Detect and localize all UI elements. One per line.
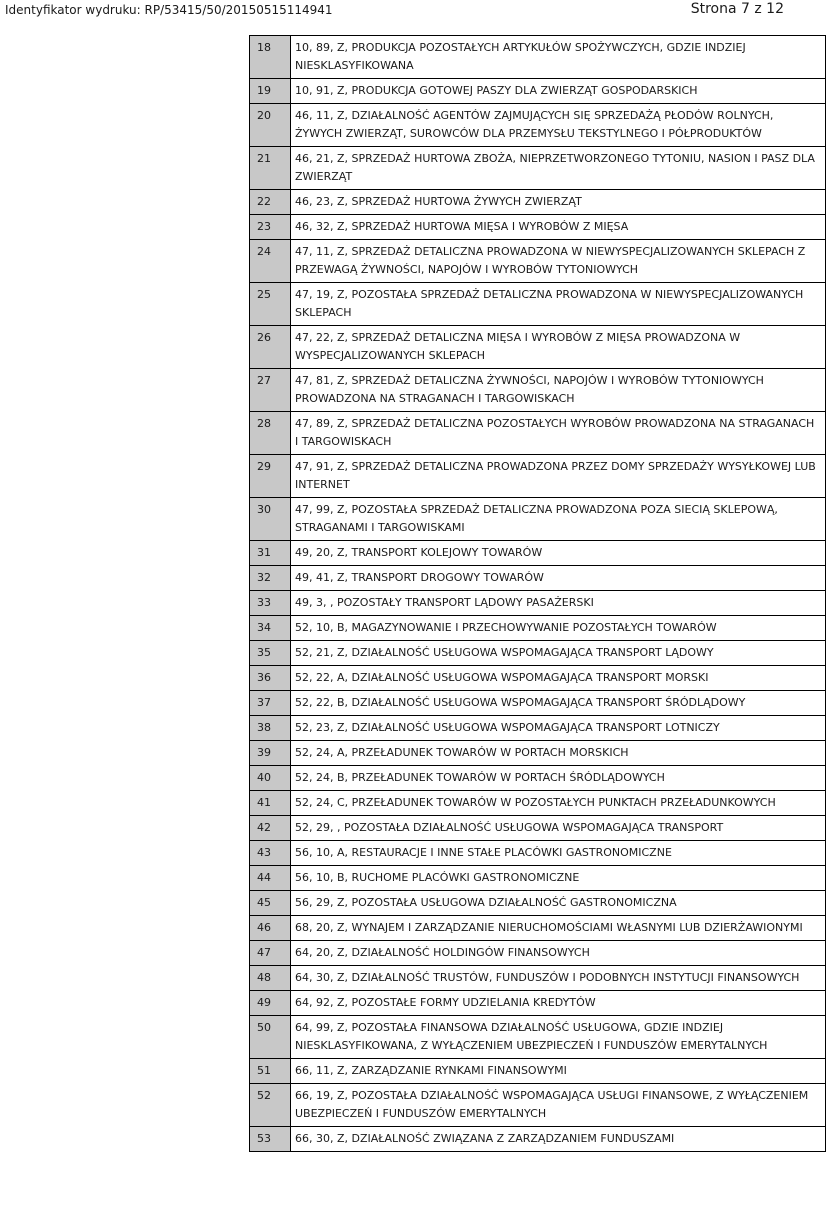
row-description: 64, 30, Z, DZIAŁALNOŚĆ TRUSTÓW, FUNDUSZÓW I PODOBNYCH INSTYTUCJI FINANSOWYCH — [291, 966, 826, 991]
table-row — [250, 1127, 826, 1152]
table-row — [250, 36, 826, 79]
table-row — [250, 283, 826, 326]
row-number: 35 — [250, 641, 291, 666]
row-description: 56, 29, Z, POZOSTAŁA USŁUGOWA DZIAŁALNOŚĆ GASTRONOMICZNA — [291, 891, 826, 916]
table-row — [250, 1059, 826, 1084]
table-row — [250, 455, 826, 498]
row-description: 56, 10, B, RUCHOME PLACÓWKI GASTRONOMICZNE — [291, 866, 826, 891]
row-description: 52, 10, B, MAGAZYNOWANIE I PRZECHOWYWANIE POZOSTAŁYCH TOWARÓW — [291, 616, 826, 641]
row-number: 19 — [250, 79, 291, 104]
table-row — [250, 498, 826, 541]
row-description: 64, 99, Z, POZOSTAŁA FINANSOWA DZIAŁALNOŚĆ USŁUGOWA, GDZIE INDZIEJ NIESKLASYFIKOWANA, Z WYŁĄCZENIEM UBEZPIECZEŃ I FUNDUSZÓW EMERYTALNYCH — [291, 1016, 826, 1059]
row-number: 30 — [250, 498, 291, 541]
row-number: 34 — [250, 616, 291, 641]
table-row — [250, 412, 826, 455]
row-description: 52, 21, Z, DZIAŁALNOŚĆ USŁUGOWA WSPOMAGAJĄCA TRANSPORT LĄDOWY — [291, 641, 826, 666]
row-description: 56, 10, A, RESTAURACJE I INNE STAŁE PLACÓWKI GASTRONOMICZNE — [291, 841, 826, 866]
row-number: 53 — [250, 1127, 291, 1152]
row-description: 49, 41, Z, TRANSPORT DROGOWY TOWARÓW — [291, 566, 826, 591]
row-number: 33 — [250, 591, 291, 616]
row-description: 52, 24, C, PRZEŁADUNEK TOWARÓW W POZOSTAŁYCH PUNKTACH PRZEŁADUNKOWYCH — [291, 791, 826, 816]
row-number: 27 — [250, 369, 291, 412]
table-row — [250, 326, 826, 369]
row-number: 23 — [250, 215, 291, 240]
table-row — [250, 691, 826, 716]
row-number: 36 — [250, 666, 291, 691]
row-number: 38 — [250, 716, 291, 741]
table-row — [250, 240, 826, 283]
row-number: 49 — [250, 991, 291, 1016]
row-description: 52, 24, B, PRZEŁADUNEK TOWARÓW W PORTACH ŚRÓDLĄDOWYCH — [291, 766, 826, 791]
pkd-table — [249, 35, 826, 1152]
page-number: Strona 7 z 12 — [690, 1, 784, 17]
row-description: 66, 11, Z, ZARZĄDZANIE RYNKAMI FINANSOWYMI — [291, 1059, 826, 1084]
table-row — [250, 866, 826, 891]
row-number: 47 — [250, 941, 291, 966]
table-row — [250, 616, 826, 641]
table-row — [250, 816, 826, 841]
row-description: 49, 20, Z, TRANSPORT KOLEJOWY TOWARÓW — [291, 541, 826, 566]
row-description: 46, 23, Z, SPRZEDAŻ HURTOWA ŻYWYCH ZWIERZĄT — [291, 190, 826, 215]
row-description: 47, 19, Z, POZOSTAŁA SPRZEDAŻ DETALICZNA PROWADZONA W NIEWYSPECJALIZOWANYCH SKLEPACH — [291, 283, 826, 326]
table-row — [250, 147, 826, 190]
row-description: 49, 3, , POZOSTAŁY TRANSPORT LĄDOWY PASAŻERSKI — [291, 591, 826, 616]
row-description: 66, 30, Z, DZIAŁALNOŚĆ ZWIĄZANA Z ZARZĄDZANIEM FUNDUSZAMI — [291, 1127, 826, 1152]
row-description: 52, 29, , POZOSTAŁA DZIAŁALNOŚĆ USŁUGOWA WSPOMAGAJĄCA TRANSPORT — [291, 816, 826, 841]
row-description: 52, 22, B, DZIAŁALNOŚĆ USŁUGOWA WSPOMAGAJĄCA TRANSPORT ŚRÓDLĄDOWY — [291, 691, 826, 716]
table-row — [250, 666, 826, 691]
row-description: 10, 91, Z, PRODUKCJA GOTOWEJ PASZY DLA ZWIERZĄT GOSPODARSKICH — [291, 79, 826, 104]
row-description: 52, 24, A, PRZEŁADUNEK TOWARÓW W PORTACH MORSKICH — [291, 741, 826, 766]
table-row — [250, 716, 826, 741]
row-number: 46 — [250, 916, 291, 941]
row-description: 52, 23, Z, DZIAŁALNOŚĆ USŁUGOWA WSPOMAGAJĄCA TRANSPORT LOTNICZY — [291, 716, 826, 741]
row-number: 52 — [250, 1084, 291, 1127]
row-number: 21 — [250, 147, 291, 190]
table-row — [250, 104, 826, 147]
table-row — [250, 916, 826, 941]
row-number: 51 — [250, 1059, 291, 1084]
row-description: 47, 22, Z, SPRZEDAŻ DETALICZNA MIĘSA I WYROBÓW Z MIĘSA PROWADZONA W WYSPECJALIZOWANYCH SKLEPACH — [291, 326, 826, 369]
table-row — [250, 369, 826, 412]
row-description: 66, 19, Z, POZOSTAŁA DZIAŁALNOŚĆ WSPOMAGAJĄCA USŁUGI FINANSOWE, Z WYŁĄCZENIEM UBEZPIECZEŃ I FUNDUSZÓW EMERYTALNYCH — [291, 1084, 826, 1127]
page-header — [0, 0, 832, 26]
table-row — [250, 1084, 826, 1127]
row-number: 24 — [250, 240, 291, 283]
print-identifier: Identyfikator wydruku: RP/53415/50/20150515114941 — [5, 3, 333, 17]
table-row — [250, 966, 826, 991]
row-number: 22 — [250, 190, 291, 215]
row-number: 45 — [250, 891, 291, 916]
row-number: 18 — [250, 36, 291, 79]
row-number: 40 — [250, 766, 291, 791]
row-number: 39 — [250, 741, 291, 766]
table-row — [250, 591, 826, 616]
table-row — [250, 741, 826, 766]
row-number: 44 — [250, 866, 291, 891]
table-row — [250, 641, 826, 666]
table-row — [250, 215, 826, 240]
table-row — [250, 766, 826, 791]
row-number: 28 — [250, 412, 291, 455]
row-description: 47, 89, Z, SPRZEDAŻ DETALICZNA POZOSTAŁYCH WYROBÓW PROWADZONA NA STRAGANACH I TARGOWISKACH — [291, 412, 826, 455]
row-description: 47, 81, Z, SPRZEDAŻ DETALICZNA ŻYWNOŚCI, NAPOJÓW I WYROBÓW TYTONIOWYCH PROWADZONA NA STRAGANACH I TARGOWISKACH — [291, 369, 826, 412]
table-row — [250, 79, 826, 104]
table-row — [250, 841, 826, 866]
row-description: 10, 89, Z, PRODUKCJA POZOSTAŁYCH ARTYKUŁÓW SPOŻYWCZYCH, GDZIE INDZIEJ NIESKLASYFIKOWANA — [291, 36, 826, 79]
table-row — [250, 541, 826, 566]
row-description: 47, 99, Z, POZOSTAŁA SPRZEDAŻ DETALICZNA PROWADZONA POZA SIECIĄ SKLEPOWĄ, STRAGANAMI I TARGOWISKAMI — [291, 498, 826, 541]
row-description: 64, 20, Z, DZIAŁALNOŚĆ HOLDINGÓW FINANSOWYCH — [291, 941, 826, 966]
row-number: 32 — [250, 566, 291, 591]
table-row — [250, 991, 826, 1016]
row-number: 37 — [250, 691, 291, 716]
row-description: 46, 21, Z, SPRZEDAŻ HURTOWA ZBOŻA, NIEPRZETWORZONEGO TYTONIU, NASION I PASZ DLA ZWIERZĄT — [291, 147, 826, 190]
row-number: 20 — [250, 104, 291, 147]
row-number: 25 — [250, 283, 291, 326]
table-row — [250, 566, 826, 591]
row-number: 31 — [250, 541, 291, 566]
row-number: 26 — [250, 326, 291, 369]
row-number: 42 — [250, 816, 291, 841]
table-row — [250, 190, 826, 215]
table-row — [250, 1016, 826, 1059]
row-number: 43 — [250, 841, 291, 866]
row-description: 46, 32, Z, SPRZEDAŻ HURTOWA MIĘSA I WYROBÓW Z MIĘSA — [291, 215, 826, 240]
row-number: 48 — [250, 966, 291, 991]
row-description: 52, 22, A, DZIAŁALNOŚĆ USŁUGOWA WSPOMAGAJĄCA TRANSPORT MORSKI — [291, 666, 826, 691]
row-number: 41 — [250, 791, 291, 816]
row-description: 64, 92, Z, POZOSTAŁE FORMY UDZIELANIA KREDYTÓW — [291, 991, 826, 1016]
row-number: 50 — [250, 1016, 291, 1059]
row-description: 68, 20, Z, WYNAJEM I ZARZĄDZANIE NIERUCHOMOŚCIAMI WŁASNYMI LUB DZIERŻAWIONYMI — [291, 916, 826, 941]
row-number: 29 — [250, 455, 291, 498]
row-description: 47, 11, Z, SPRZEDAŻ DETALICZNA PROWADZONA W NIEWYSPECJALIZOWANYCH SKLEPACH Z PRZEWAGĄ ŻYWNOŚCI, NAPOJÓW I WYROBÓW TYTONIOWYCH — [291, 240, 826, 283]
table-row — [250, 941, 826, 966]
table-row — [250, 791, 826, 816]
table-row — [250, 891, 826, 916]
row-description: 46, 11, Z, DZIAŁALNOŚĆ AGENTÓW ZAJMUJĄCYCH SIĘ SPRZEDAŻĄ PŁODÓW ROLNYCH, ŻYWYCH ZWIERZĄT, SUROWCÓW DLA PRZEMYSŁU TEKSTYLNEGO I PÓŁPRODUKTÓW — [291, 104, 826, 147]
row-description: 47, 91, Z, SPRZEDAŻ DETALICZNA PROWADZONA PRZEZ DOMY SPRZEDAŻY WYSYŁKOWEJ LUB INTERNET — [291, 455, 826, 498]
